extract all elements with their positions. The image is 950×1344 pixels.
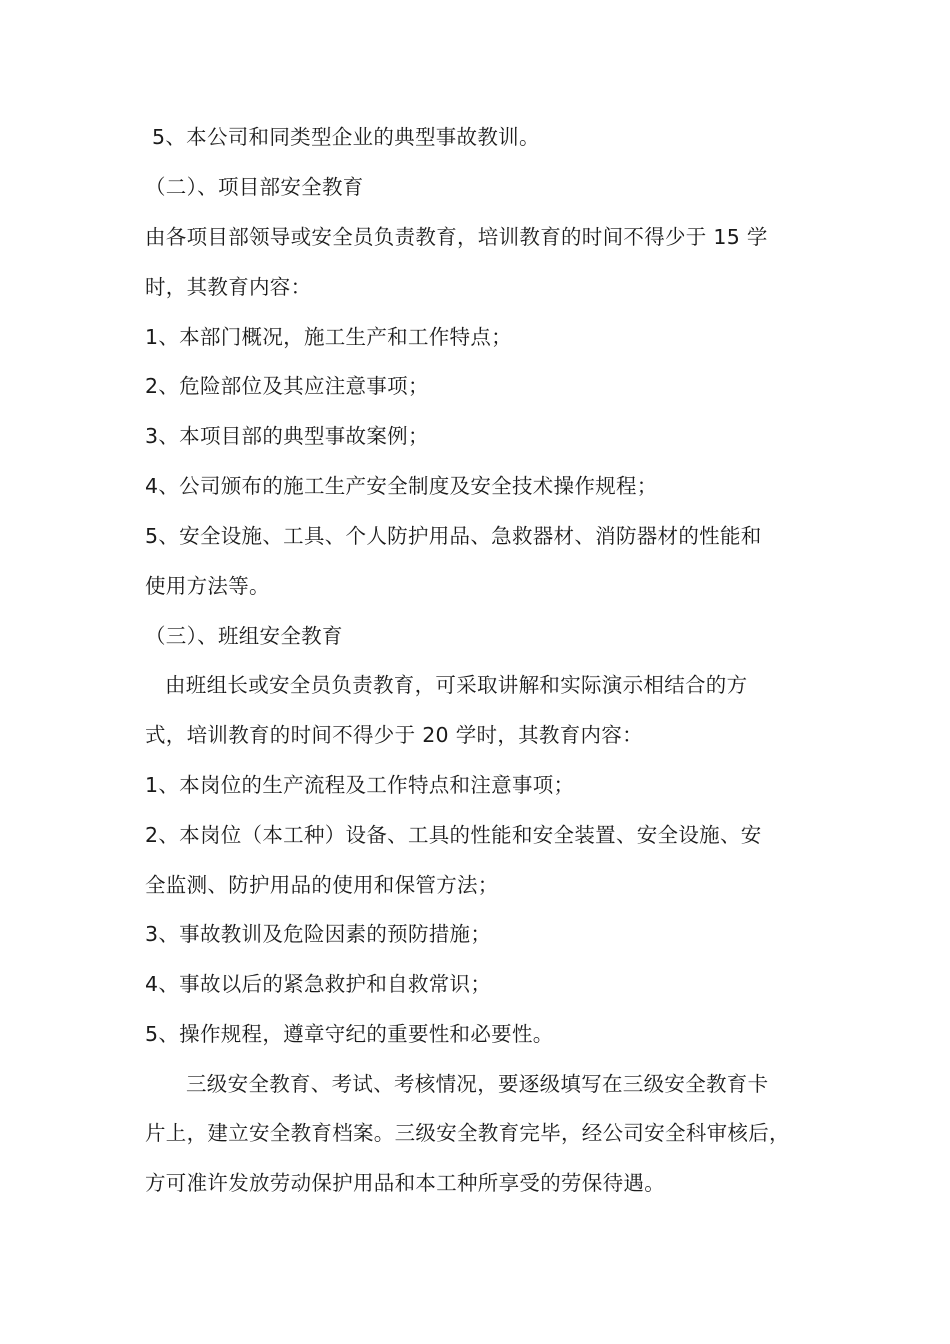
list-item: 3、事故教训及危险因素的预防措施； bbox=[145, 922, 492, 946]
section-heading: （三）、班组安全教育 bbox=[145, 624, 343, 648]
list-item: 3、本项目部的典型事故案例； bbox=[145, 424, 429, 448]
list-item: 4、事故以后的紧急救护和自救常识； bbox=[145, 972, 492, 996]
list-item: 1、本部门概况，施工生产和工作特点； bbox=[145, 325, 512, 349]
text-line: 时，其教育内容： bbox=[145, 275, 312, 299]
list-item: 2、本岗位（本工种）设备、工具的性能和安全装置、安全设施、安 bbox=[145, 823, 762, 847]
text-line: 三级安全教育、考试、考核情况，要逐级填写在三级安全教育卡 bbox=[186, 1072, 769, 1096]
text-line: 由各项目部领导或安全员负责教育，培训教育的时间不得少于 15 学 bbox=[145, 225, 768, 249]
list-item: 1、本岗位的生产流程及工作特点和注意事项； bbox=[145, 773, 575, 797]
text-line: 全监测、防护用品的使用和保管方法； bbox=[145, 873, 499, 897]
text-line: 5、本公司和同类型企业的典型事故教训。 bbox=[152, 125, 540, 149]
list-item: 2、危险部位及其应注意事项； bbox=[145, 374, 429, 398]
text-line: 方可准许发放劳动保护用品和本工种所享受的劳保待遇。 bbox=[145, 1171, 665, 1195]
text-line: 式，培训教育的时间不得少于 20 学时，其教育内容： bbox=[145, 723, 643, 747]
text-line: 由班组长或安全员负责教育，可采取讲解和实际演示相结合的方 bbox=[165, 673, 748, 697]
text-line: 使用方法等。 bbox=[145, 574, 270, 598]
section-heading: （二）、项目部安全教育 bbox=[145, 175, 364, 199]
list-item: 5、操作规程，遵章守纪的重要性和必要性。 bbox=[145, 1022, 554, 1046]
list-item: 4、公司颁布的施工生产安全制度及安全技术操作规程； bbox=[145, 474, 658, 498]
text-line: 片上，建立安全教育档案。三级安全教育完毕，经公司安全科审核后， bbox=[145, 1121, 790, 1145]
list-item: 5、安全设施、工具、个人防护用品、急救器材、消防器材的性能和 bbox=[145, 524, 762, 548]
